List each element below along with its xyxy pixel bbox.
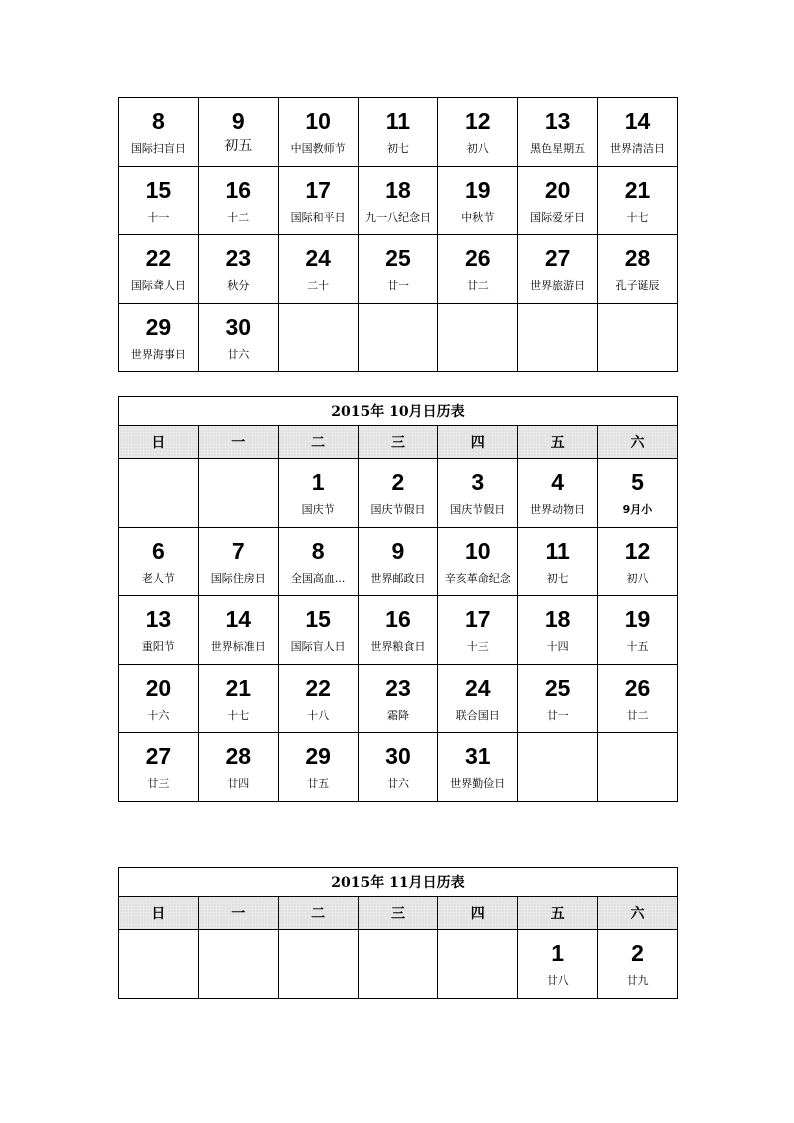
day-cell	[518, 459, 598, 528]
day-cell	[119, 733, 199, 802]
day-note: 霜降	[386, 708, 409, 722]
day-number	[438, 304, 517, 348]
day-number: 28	[225, 743, 252, 769]
day-cell	[598, 235, 678, 304]
day-number: 8	[311, 537, 325, 564]
day-cell	[198, 664, 278, 733]
day-number: 25	[544, 674, 571, 701]
day-number: 8	[152, 108, 165, 134]
day-cell	[278, 527, 358, 596]
day-number: 28	[624, 245, 651, 271]
weekday-header: 六	[598, 426, 678, 459]
day-number: 9	[391, 537, 405, 564]
month-grid	[119, 98, 678, 372]
day-cell	[358, 235, 438, 304]
day-cell	[438, 664, 518, 733]
day-number: 22	[145, 245, 172, 271]
day-cell	[358, 733, 438, 802]
day-note: 廿五	[307, 777, 330, 790]
weekday-header: 二	[278, 426, 358, 459]
weekday-header: 五	[518, 897, 598, 930]
month-grid	[119, 459, 678, 802]
day-cell	[119, 459, 199, 528]
day-number: 27	[145, 743, 172, 769]
day-note: 世界旅游日	[530, 279, 586, 292]
weekday-header-row	[119, 897, 678, 930]
day-cell	[518, 303, 598, 372]
day-number: 2	[391, 469, 405, 495]
day-note: 老人节	[141, 571, 175, 585]
day-number	[199, 930, 278, 974]
day-number: 31	[465, 743, 491, 769]
week-row	[119, 527, 678, 596]
day-cell	[198, 98, 278, 167]
day-note: 廿二	[626, 708, 649, 722]
weekday-header: 一	[198, 897, 278, 930]
weekday-header: 四	[438, 426, 518, 459]
day-note: 廿二	[466, 279, 489, 292]
weekday-header: 一	[198, 426, 278, 459]
day-note: 国际盲人日	[290, 640, 346, 653]
day-cell	[119, 527, 199, 596]
day-number: 2	[631, 940, 644, 966]
day-note: 廿六	[227, 347, 250, 361]
day-number: 27	[544, 245, 571, 271]
day-number: 23	[385, 674, 411, 701]
day-cell	[198, 930, 278, 999]
week-row	[119, 166, 678, 235]
weekday-header: 日	[119, 426, 199, 459]
weekday-header-row	[119, 426, 678, 459]
day-number: 20	[544, 176, 571, 203]
day-cell	[438, 303, 518, 372]
day-number	[359, 304, 438, 348]
day-cell	[119, 596, 199, 665]
day-note: 国际聋人日	[130, 279, 186, 292]
day-cell	[438, 733, 518, 802]
day-number: 16	[225, 176, 252, 203]
day-cell	[518, 596, 598, 665]
weekday-header: 三	[358, 897, 438, 930]
weekday-header: 六	[598, 897, 678, 930]
day-cell	[518, 733, 598, 802]
day-number: 1	[551, 940, 565, 966]
day-note: 中国教师节	[290, 142, 346, 155]
day-note: 国庆节假日	[450, 503, 506, 516]
title-row	[119, 868, 678, 897]
day-cell	[438, 235, 518, 304]
day-cell	[198, 303, 278, 372]
day-note: 国际住房日	[210, 571, 266, 585]
day-cell	[358, 527, 438, 596]
day-number: 30	[385, 743, 411, 769]
day-number: 15	[145, 176, 172, 203]
day-cell	[198, 527, 278, 596]
day-cell	[278, 303, 358, 372]
day-number	[438, 930, 517, 974]
day-number: 15	[305, 606, 331, 632]
day-cell	[598, 664, 678, 733]
day-note: 十一	[147, 210, 170, 224]
day-cell	[278, 166, 358, 235]
day-number	[359, 930, 438, 974]
calendar-title: 2015年 10月日历表	[119, 397, 678, 426]
day-number: 17	[465, 606, 491, 632]
day-cell	[518, 664, 598, 733]
day-number: 29	[145, 313, 172, 340]
day-note: 国庆节	[301, 503, 335, 516]
day-number: 25	[385, 245, 411, 271]
day-cell	[518, 98, 598, 167]
day-note: 秋分	[227, 279, 250, 292]
day-note: 廿八	[546, 974, 569, 987]
day-number: 9	[231, 108, 245, 134]
day-number	[598, 304, 677, 348]
day-number: 29	[305, 743, 331, 769]
day-note: 世界动物日	[530, 503, 586, 516]
day-cell	[278, 930, 358, 999]
day-cell	[518, 930, 598, 999]
day-note: 国庆节假日	[370, 503, 426, 516]
day-cell	[438, 166, 518, 235]
day-number: 14	[624, 108, 651, 134]
day-number	[199, 459, 278, 503]
week-row	[119, 235, 678, 304]
week-row	[119, 303, 678, 372]
week-row	[119, 98, 678, 167]
day-cell	[119, 664, 199, 733]
day-note: 世界海事日	[130, 347, 186, 361]
day-cell	[358, 459, 438, 528]
day-note: 国际爱牙日	[530, 210, 586, 224]
day-note: 初八	[466, 142, 489, 155]
day-number: 5	[631, 469, 644, 495]
day-cell	[518, 235, 598, 304]
day-note: 全国高血...	[290, 571, 346, 585]
day-note: 初五	[224, 139, 253, 153]
day-note: 十八	[307, 708, 330, 722]
day-note: 十五	[626, 640, 649, 653]
day-number	[119, 930, 198, 974]
day-cell	[198, 459, 278, 528]
day-cell	[438, 930, 518, 999]
day-note: 十七	[227, 708, 250, 722]
day-cell	[278, 459, 358, 528]
day-number: 11	[545, 537, 570, 564]
day-number: 21	[225, 674, 252, 701]
day-number: 11	[385, 108, 411, 134]
day-note: 廿六	[386, 777, 409, 790]
day-cell	[198, 235, 278, 304]
title-row	[119, 397, 678, 426]
day-number: 7	[231, 537, 245, 564]
day-note: 初八	[626, 571, 649, 585]
day-cell	[598, 459, 678, 528]
day-note: 十四	[546, 640, 569, 653]
day-note: 辛亥革命纪念	[444, 571, 511, 585]
day-note: 廿一	[386, 279, 409, 292]
day-note: 十七	[626, 210, 649, 224]
day-number: 13	[544, 108, 571, 134]
day-note: 世界邮政日	[370, 571, 426, 585]
day-number: 18	[544, 606, 571, 632]
day-cell	[438, 459, 518, 528]
day-cell	[438, 527, 518, 596]
day-number: 30	[225, 313, 252, 340]
day-cell	[119, 98, 199, 167]
day-cell	[598, 166, 678, 235]
day-number	[279, 930, 358, 974]
day-note: 廿三	[147, 777, 170, 790]
day-cell	[438, 596, 518, 665]
day-note: 廿九	[626, 974, 649, 987]
weekday-header: 四	[438, 897, 518, 930]
week-row	[119, 733, 678, 802]
weekday-header: 二	[278, 897, 358, 930]
day-number	[119, 459, 198, 503]
day-number: 20	[145, 674, 172, 701]
day-cell	[278, 664, 358, 733]
day-cell	[358, 664, 438, 733]
day-number: 12	[465, 108, 491, 134]
day-number: 19	[465, 176, 491, 203]
day-note: 国际和平日	[290, 210, 346, 224]
day-note: 初七	[386, 142, 409, 155]
day-note: 世界粮食日	[370, 640, 426, 653]
calendar-title: 2015年 11月日历表	[119, 868, 678, 897]
day-note: 9月小	[622, 503, 653, 516]
day-note: 十三	[466, 640, 489, 653]
day-note: 世界清洁日	[609, 142, 665, 155]
day-cell	[598, 596, 678, 665]
day-number: 26	[624, 674, 651, 701]
month-grid	[119, 930, 678, 999]
day-number	[598, 733, 677, 777]
calendar-october	[118, 396, 678, 802]
day-note: 廿一	[546, 708, 569, 722]
day-number: 22	[305, 674, 331, 701]
day-number	[518, 304, 597, 348]
day-note: 世界标准日	[210, 640, 266, 653]
day-cell	[358, 930, 438, 999]
day-cell	[278, 596, 358, 665]
day-note: 国际扫盲日	[130, 142, 186, 155]
day-cell	[198, 166, 278, 235]
day-cell	[598, 733, 678, 802]
day-note: 中秋节	[461, 210, 495, 224]
day-number: 14	[225, 606, 252, 632]
day-cell	[278, 733, 358, 802]
day-cell	[358, 98, 438, 167]
day-cell	[278, 98, 358, 167]
day-number: 4	[551, 469, 565, 495]
day-number: 12	[624, 537, 651, 564]
calendar-september	[118, 97, 678, 372]
day-number: 1	[311, 469, 325, 495]
day-cell	[598, 303, 678, 372]
week-row	[119, 459, 678, 528]
day-number: 16	[385, 606, 411, 632]
weekday-header: 五	[518, 426, 598, 459]
day-note: 世界勤俭日	[450, 777, 506, 790]
day-cell	[119, 303, 199, 372]
day-cell	[518, 166, 598, 235]
day-note: 重阳节	[141, 640, 175, 653]
day-number: 6	[152, 537, 165, 564]
day-cell	[119, 235, 199, 304]
week-row	[119, 596, 678, 665]
day-cell	[358, 596, 438, 665]
day-cell	[358, 166, 438, 235]
calendar-november	[118, 867, 678, 999]
day-number: 24	[465, 674, 491, 701]
day-number	[518, 733, 597, 777]
day-number: 18	[385, 176, 411, 203]
day-cell	[198, 596, 278, 665]
day-cell	[198, 733, 278, 802]
day-number: 23	[225, 245, 252, 271]
day-cell	[598, 930, 678, 999]
day-note: 十六	[147, 708, 170, 722]
day-note: 二十	[307, 279, 330, 292]
day-note: 初七	[546, 571, 569, 585]
day-number: 24	[305, 245, 331, 271]
day-cell	[119, 166, 199, 235]
day-cell	[598, 98, 678, 167]
day-number: 26	[465, 245, 491, 271]
day-number: 19	[624, 606, 651, 632]
day-number: 21	[624, 176, 651, 203]
day-note: 孔子诞辰	[615, 279, 660, 292]
day-note: 联合国日	[455, 708, 500, 722]
weekday-header: 三	[358, 426, 438, 459]
week-row	[119, 664, 678, 733]
day-cell	[278, 235, 358, 304]
day-note: 廿四	[227, 777, 250, 790]
day-note: 黑色星期五	[530, 142, 586, 155]
week-row	[119, 930, 678, 999]
day-note: 九一八纪念日	[364, 210, 431, 224]
day-cell	[438, 98, 518, 167]
day-number	[279, 304, 358, 348]
day-number: 13	[145, 606, 172, 632]
day-cell	[518, 527, 598, 596]
day-cell	[598, 527, 678, 596]
day-number: 10	[465, 537, 491, 564]
day-cell	[119, 930, 199, 999]
day-number: 3	[471, 469, 485, 495]
day-cell	[358, 303, 438, 372]
day-number: 17	[305, 176, 331, 203]
day-number: 10	[305, 108, 331, 134]
day-note: 十二	[227, 210, 250, 224]
weekday-header: 日	[119, 897, 199, 930]
